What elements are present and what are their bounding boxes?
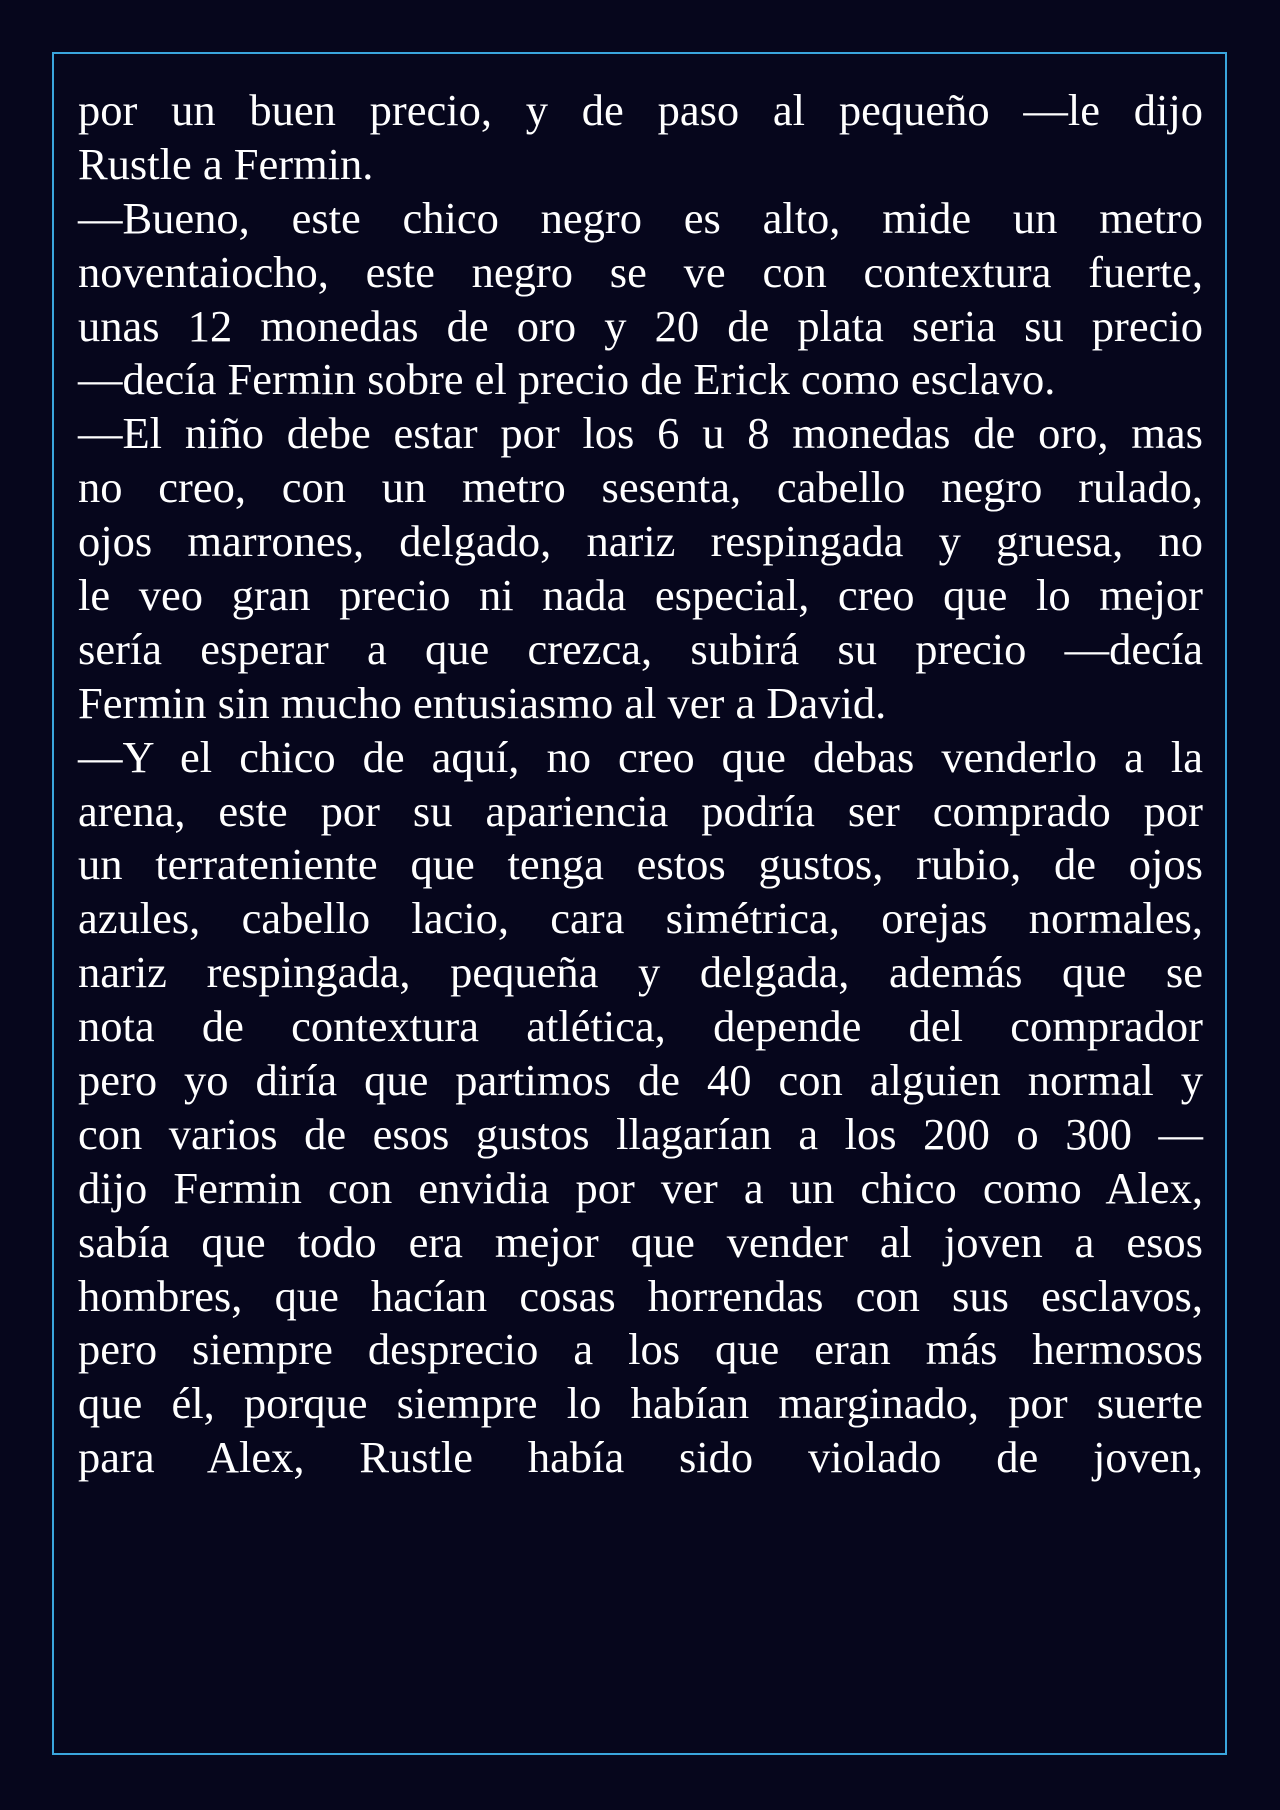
text-line: —decía Fermin sobre el precio de Erick como esclavo. bbox=[78, 354, 1056, 405]
text-line: por un buen precio, y de paso al pequeño —le dijo bbox=[78, 85, 1203, 135]
text-line: —Bueno, este chico negro es alto, mide un metro bbox=[78, 192, 1203, 243]
text-line: —Y el chico de aquí, no creo que debas venderlo a la bbox=[78, 731, 1203, 782]
text-line: azules, cabello lacio, cara simétrica, orejas normales, bbox=[78, 893, 1203, 944]
text-line: Rustle a Fermin. bbox=[78, 138, 374, 189]
text-line: Fermin sin mucho entusiasmo al ver a David. bbox=[78, 677, 887, 728]
text-line: —El niño debe estar por los 6 u 8 monedas de oro, mas bbox=[78, 408, 1203, 459]
text-line: sabía que todo era mejor que vender al joven a esos bbox=[78, 1216, 1203, 1267]
text-line: pero yo diría que partimos de 40 con alguien normal y bbox=[78, 1055, 1203, 1106]
text-line: le veo gran precio ni nada especial, creo que lo mejor bbox=[78, 570, 1203, 621]
text-line: hombres, que hacían cosas horrendas con sus esclavos, bbox=[78, 1270, 1203, 1321]
text-line: ojos marrones, delgado, nariz respingada y gruesa, no bbox=[78, 516, 1203, 567]
text-line: noventaiocho, este negro se ve con contextura fuerte, bbox=[78, 246, 1203, 297]
text-line: para Alex, Rustle había sido violado de joven, bbox=[78, 1432, 1203, 1483]
text-line: con varios de esos gustos llagarían a los 200 o 300 — bbox=[78, 1108, 1203, 1159]
body-text bbox=[78, 84, 1203, 1485]
text-line: un terrateniente que tenga estos gustos, rubio, de ojos bbox=[78, 839, 1203, 890]
text-line: no creo, con un metro sesenta, cabello negro rulado, bbox=[78, 462, 1203, 513]
text-line: unas 12 monedas de oro y 20 de plata seria su precio bbox=[78, 300, 1203, 351]
text-line: sería esperar a que crezca, subirá su precio —decía bbox=[78, 623, 1203, 674]
text-line: nariz respingada, pequeña y delgada, además que se bbox=[78, 947, 1203, 998]
text-line: nota de contextura atlética, depende del comprador bbox=[78, 1001, 1203, 1052]
text-line: pero siempre desprecio a los que eran más hermosos bbox=[78, 1324, 1203, 1375]
text-line: dijo Fermin con envidia por ver a un chico como Alex, bbox=[78, 1162, 1203, 1213]
text-line: arena, este por su apariencia podría ser comprado por bbox=[78, 785, 1203, 836]
text-line: que él, porque siempre lo habían marginado, por suerte bbox=[78, 1378, 1203, 1429]
